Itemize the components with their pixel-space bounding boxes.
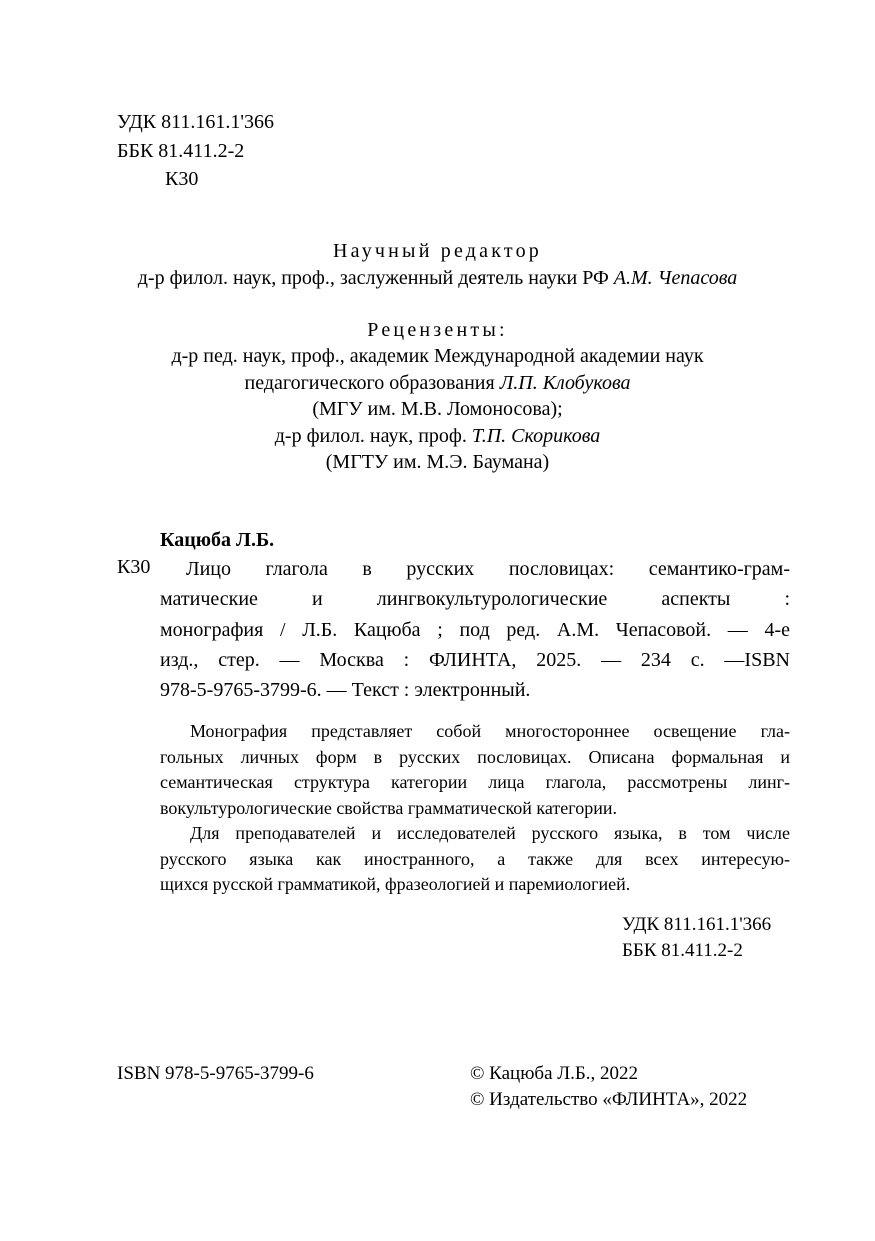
reviewer-2-credentials: д-р филол. наук, проф.: [274, 425, 467, 447]
annotation-line: русского языка как иностранного, а также для всех интересую-: [160, 848, 790, 869]
udk-code: УДК 811.161.1'366: [117, 111, 274, 133]
editor-name: А.М. Чепасова: [613, 267, 738, 289]
annotation-line: вокультурологические свойства грамматической категории.: [160, 797, 617, 818]
record-code: К30: [117, 556, 151, 578]
isbn: ISBN 978-5-9765-3799-6: [117, 1063, 314, 1084]
annotation-line: Монография представляет собой многостороннее освещение гла-: [190, 721, 790, 741]
footer-bbk-code: ББК 81.411.2-2: [622, 940, 743, 961]
record-author: Кацюба Л.Б.: [160, 529, 275, 551]
annotation-line: семантическая структура категории лица глагола, рассмотрены линг-: [160, 772, 790, 792]
reviewer-1-line: [0, 372, 875, 395]
author-mark-code: К30: [165, 168, 199, 190]
editor-line: [0, 267, 875, 290]
footer-udk-code: УДК 811.161.1'366: [622, 914, 772, 935]
reviewer-1-name: Л.П. Клобукова: [499, 372, 631, 394]
reviewer-2-line: [0, 425, 875, 448]
editor-credentials: д-р филол. наук, проф., заслуженный деятель науки РФ: [137, 267, 609, 289]
copyright-publisher: © Издательство «ФЛИНТА», 2022: [470, 1089, 748, 1110]
annotation-line: Для преподавателей и исследователей русского языка, в том числе: [190, 823, 790, 843]
annotation: [160, 719, 790, 898]
record-line: изд., стер. — Москва : ФЛИНТА, 2025. — 234 с. —ISBN: [160, 649, 790, 671]
copyright-author: © Кацюба Л.Б., 2022: [470, 1063, 639, 1084]
editor-heading: Научный редактор: [332, 240, 542, 262]
reviewer-1-affiliation: (МГУ им. М.В. Ломоносова);: [312, 398, 563, 420]
reviewer-1-credentials: д-р пед. наук, проф., академик Международной академии наук: [171, 345, 704, 367]
bbk-code: ББК 81.411.2-2: [117, 140, 245, 162]
record-line: монография / Л.Б. Кацюба ; под ред. А.М. Чепасовой. — 4-е: [160, 619, 790, 641]
annotation-line: гольных личных форм в русских пословицах. Описана формальная и: [160, 746, 790, 767]
reviewers-heading: Рецензенты:: [367, 319, 508, 341]
reviewer-2-name: Т.П. Скорикова: [471, 425, 601, 447]
record-line: матические и лингвокультурологические аспекты :: [160, 588, 790, 610]
annotation-line: щихся русской грамматикой, фразеологией и паремиологией.: [160, 874, 631, 894]
record-line: 978-5-9765-3799-6. — Текст : электронный.: [160, 679, 531, 701]
reviewer-2-affiliation: (МГТУ им. М.Э. Баумана): [325, 451, 550, 473]
record-line: Лицо глагола в русских пословицах: семантико-грам-: [186, 558, 790, 580]
reviewer-1-org: педагогического образования: [244, 372, 495, 394]
